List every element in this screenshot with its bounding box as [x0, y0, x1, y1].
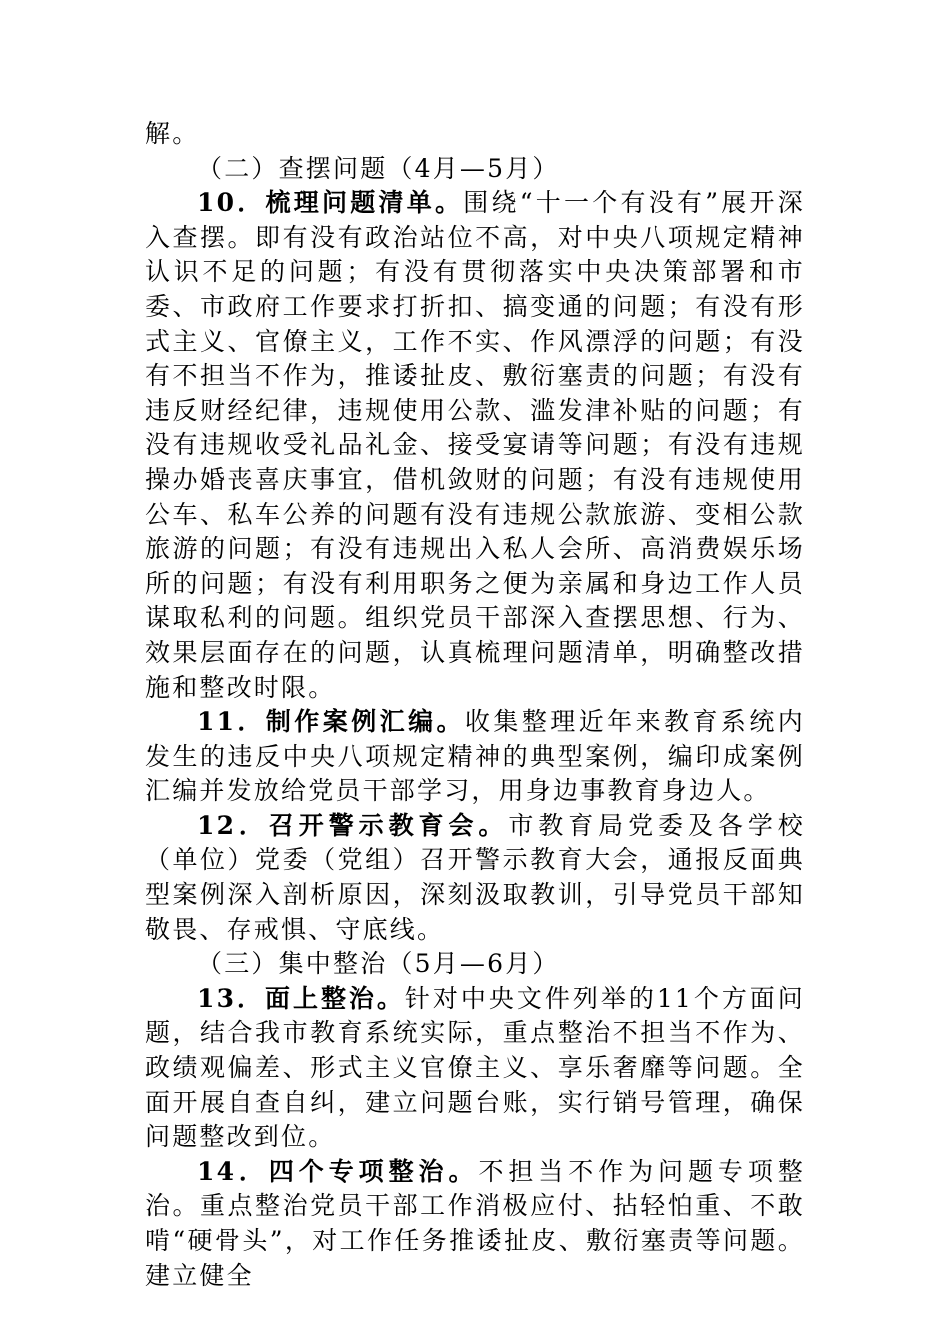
item-10-body: 围绕“十一个有没有”展开深入查摆。即有没有政治站位不高，对中央八项规定精神认识不足的问题；有没有贯彻落实中央决策部署和市委、市政府工作要求打折扣、搞变通的问题；有没有形式主义、官僚主义，工作不实、作风漂浮的问题；有没有不担当不作为，推诿扯皮、敷衍塞责的问题；有没有违反财经纪律，违规使用公款、滥发津补贴的问题；有没有违规收受礼品礼金、接受宴请等问题；有没有违规操办婚丧喜庆事宜，借机敛财的问题；有没有违规使用公车、私车公养的问题有没有违规公款旅游、变相公款旅游的问题；有没有违规出入私人会所、高消费娱乐场所的问题；有没有利用职务之便为亲属和身边工作人员谋取私利的问题。组织党员干部深入查摆思想、行为、效果层面存在的问题，认真梳理问题清单，明确整改措施和整改时限。 — [145, 188, 805, 702]
item-12-body: 市教育局党委及各学校（单位）党委（党组）召开警示教育大会，通报反面典型案例深入剖析原因，深刻汲取教训，引导党员干部知敬畏、存戒惧、守底线。 — [145, 810, 805, 944]
item-12 — [145, 809, 805, 947]
paragraph-continuation: 解。 — [145, 119, 200, 148]
item-14-body: 不担当不作为问题专项整治。重点整治党员干部工作消极应付、拈轻怕重、不敢啃“硬骨头”，对工作任务推诿扯皮、敷衍塞责等问题。建立健全 — [145, 1156, 806, 1290]
item-13-title: 13．面上整治。 — [197, 983, 405, 1013]
item-13 — [145, 982, 805, 1155]
item-14 — [145, 1155, 805, 1293]
section-heading-2: （二）查摆问题（4月—5月） — [197, 153, 560, 183]
item-11-body: 收集整理近年来教育系统内发生的违反中央八项规定精神的典型案例，编印成案例汇编并发放给党员干部学习，用身边事教育身边人。 — [145, 707, 805, 806]
item-12-title: 12．召开警示教育会。 — [197, 810, 509, 840]
item-13-body: 针对中央文件列举的11个方面问题，结合我市教育系统实际，重点整治不担当不作为、政绩观偏差、形式主义官僚主义、享乐奢靡等问题。全面开展自查自纠，建立问题台账，实行销号管理，确保问题整改到位。 — [145, 983, 805, 1152]
item-10 — [145, 186, 805, 705]
item-14-title: 14．四个专项整治。 — [197, 1156, 479, 1186]
item-10-title: 10．梳理问题清单。 — [197, 188, 464, 218]
section-heading-3: （三）集中整治（5月—6月） — [197, 949, 560, 979]
item-11 — [145, 705, 805, 809]
document-body — [145, 117, 805, 1293]
item-11-title: 11．制作案例汇编。 — [197, 707, 465, 737]
